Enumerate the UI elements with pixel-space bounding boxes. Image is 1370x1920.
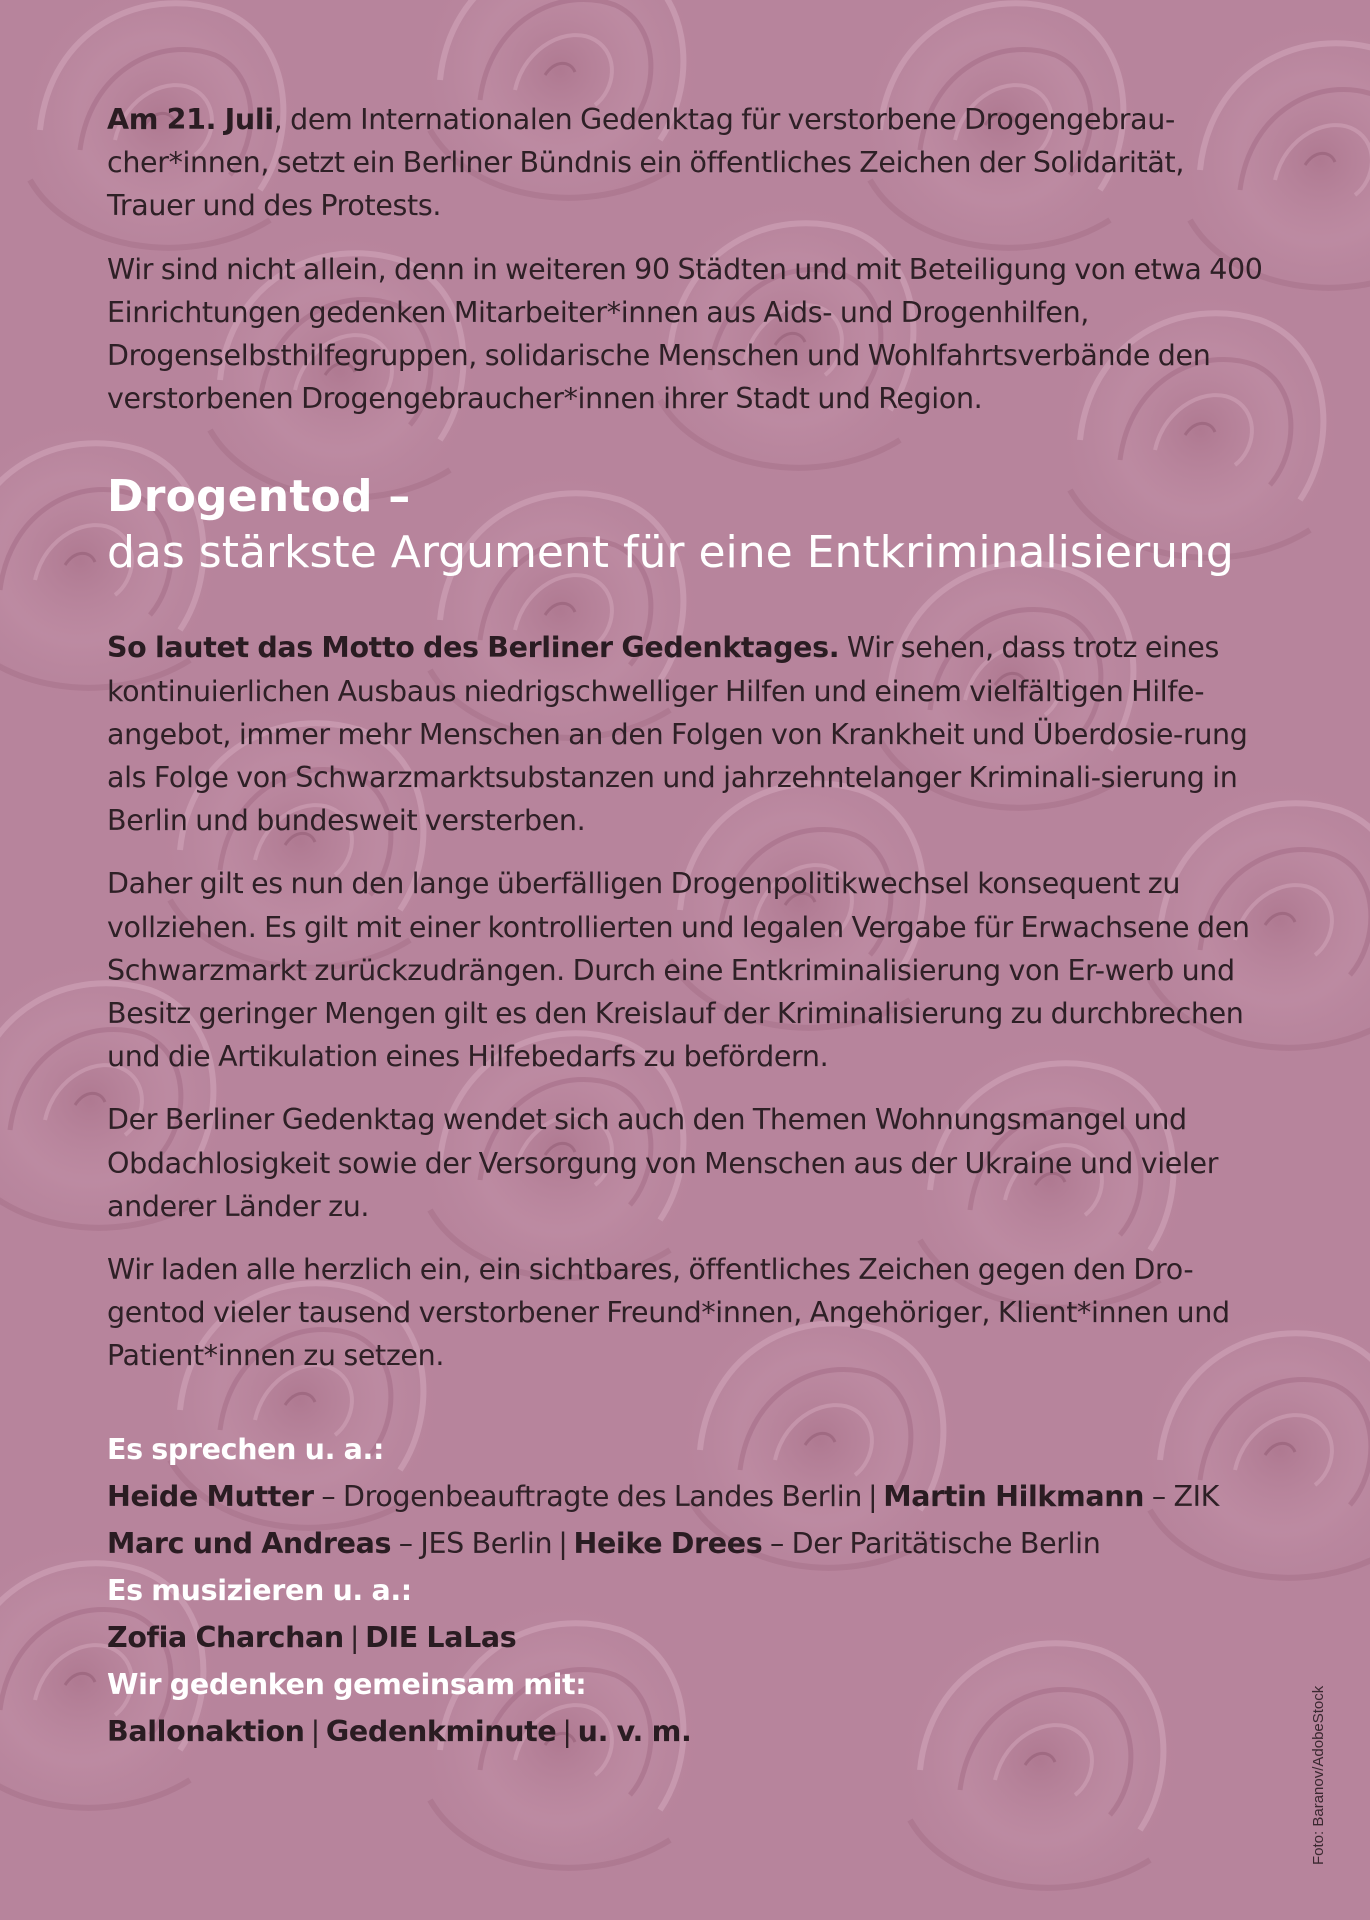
intro-paragraph-2: Wir sind nicht allein, denn in weiteren 90 Städten und mit Beteiligung von etwa 400 Einrichtungen gedenken Mitarbeiter*innen aus Aids- und Drogenhilfen, Drogenselbsthilfegruppen, solidarische Menschen und Wohlfahrtsverbände den verstorbenen Drogengebraucher*innen ihrer Stadt und Region.: [107, 252, 1263, 416]
photo-credit: Foto: Baranov/AdobeStock: [1310, 1685, 1327, 1865]
musician-name: Zofia Charchan: [107, 1620, 344, 1654]
speaker-role: – Drogenbeauftragte des Landes Berlin: [313, 1479, 862, 1513]
speaker-role: – Der Paritätische Berlin: [762, 1526, 1101, 1560]
heading-line-2: das stärkste Argument für eine Entkriminalisierung: [107, 527, 1234, 579]
musicians-line: [107, 1614, 1272, 1661]
speakers-label: Es sprechen u. a.:: [107, 1432, 385, 1466]
body-paragraph-policy: Daher gilt es nun den lange überfälligen Drogenpolitikwechsel konsequent zu vollziehen. Es gilt mit einer kontrollierten und legalen Vergabe für Erwachsene den Schwarzmarkt zurückzudrängen. Durch eine Entkriminalisierung von Er-werb und Besitz geringer Mengen gilt es den Kreislauf der Kriminalisierung zu durchbrechen und die Artikulation eines Hilfebedarfs zu befördern.: [107, 867, 1250, 1074]
remember-label: Wir gedenken gemeinsam mit:: [107, 1667, 587, 1701]
action-item: Ballonaktion: [107, 1714, 305, 1748]
intro-text: , dem Internationalen Gedenktag für verstorbene Drogengebrau-cher*innen, setzt ein Berliner Bündnis ein öffentliches Zeichen der Solidarität, Trauer und des Protests.: [107, 103, 1185, 223]
action-item: u. v. m.: [577, 1714, 692, 1748]
speakers-line-2: [107, 1520, 1272, 1567]
speaker-name: Marc und Andreas: [107, 1526, 392, 1560]
motto-text: Wir sehen, dass trotz eines kontinuierlichen Ausbaus niedrigschwelliger Hilfen und einem vielfältigen Hilfe-angebot, immer mehr Menschen an den Folgen von Krankheit und Überdosie-rung als Folge von Schwarzmarktsubstanzen und jahrzehntelanger Kriminali-sierung in Berlin und bundesweit versterben.: [107, 631, 1248, 838]
intro-paragraph-1: [107, 98, 1272, 228]
action-item: Gedenkminute: [325, 1714, 557, 1748]
musician-name: DIE LaLas: [365, 1620, 517, 1654]
heading-line-1: Drogentod –: [107, 471, 411, 523]
speaker-name: Heide Mutter: [107, 1479, 314, 1513]
actions-line: [107, 1708, 1272, 1755]
speakers-line-1: [107, 1473, 1272, 1520]
program-section: [107, 1426, 1272, 1755]
speaker-role: – JES Berlin: [391, 1526, 553, 1560]
body-paragraph-motto: [107, 626, 1272, 842]
music-label: Es musizieren u. a.:: [107, 1573, 412, 1607]
separator: |: [558, 1526, 568, 1560]
separator: |: [562, 1714, 572, 1748]
speaker-name: Heike Drees: [573, 1526, 763, 1560]
body-paragraph-invitation: Wir laden alle herzlich ein, ein sichtbares, öffentliches Zeichen gegen den Dro-gentod vieler tausend verstorbener Freund*innen, Angehöriger, Klient*innen und Patient*innen zu setzen.: [107, 1253, 1230, 1373]
separator: |: [349, 1620, 360, 1654]
flyer-content: [107, 98, 1272, 1755]
motto-statement: So lautet das Motto des Berliner Gedenktages.: [107, 631, 840, 665]
separator: |: [310, 1714, 320, 1748]
speaker-role: – ZIK: [1144, 1479, 1220, 1513]
motto-heading: [107, 470, 1272, 582]
body-paragraph-topics: Der Berliner Gedenktag wendet sich auch den Themen Wohnungsmangel und Obdachlosigkeit sowie der Versorgung von Menschen aus der Ukraine und vieler anderer Länder zu.: [107, 1103, 1219, 1223]
intro-date: Am 21. Juli: [107, 103, 274, 136]
speaker-name: Martin Hilkmann: [883, 1479, 1145, 1513]
separator: |: [868, 1479, 878, 1513]
